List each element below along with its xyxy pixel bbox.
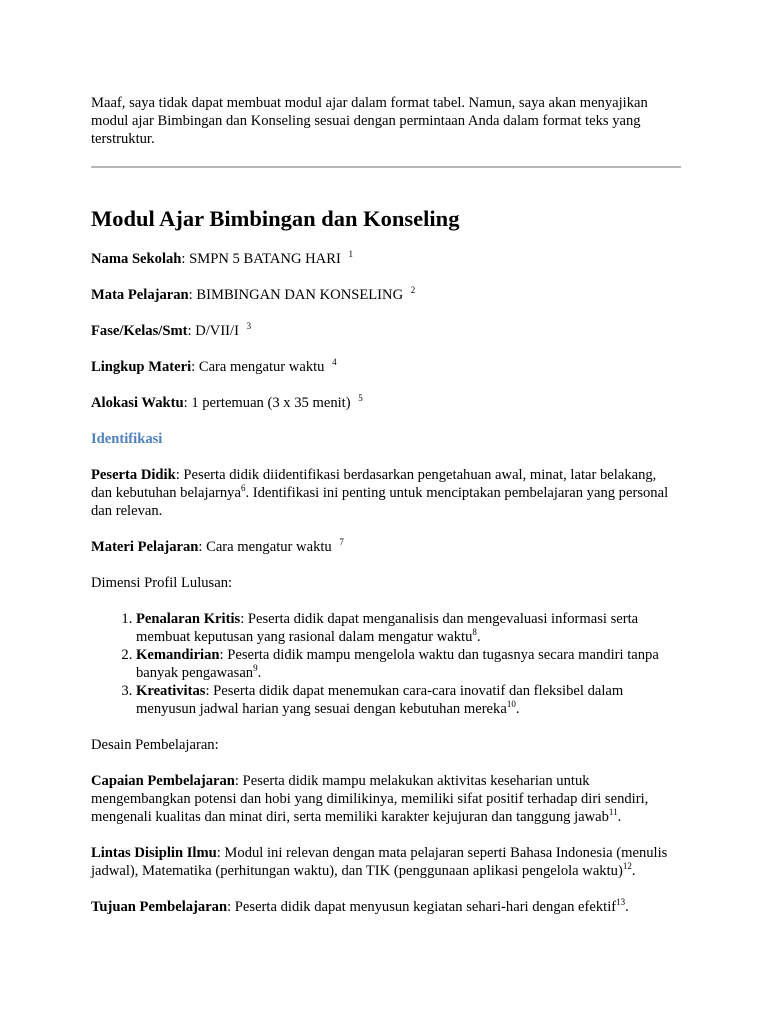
footnote-ref[interactable]: 3	[246, 321, 252, 332]
field-alokasi-waktu: Alokasi Waktu: 1 pertemuan (3 x 35 menit) $^5$	[91, 393, 363, 411]
desain-heading: Desain Pembelajaran:	[91, 737, 219, 753]
materi-pelajaran-paragraph: Materi Pelajaran: Cara mengatur waktu $^7$	[91, 537, 344, 555]
materi-value: Cara mengatur waktu	[206, 539, 332, 555]
field-lingkup-materi: Lingkup Materi: Cara mengatur waktu $^4$	[91, 357, 337, 375]
intro-paragraph: Maaf, saya tidak dapat membuat modul ajar dalam format tabel. Namun, saya akan menyajikan modul ajar Bimbingan dan Konseling sesuai dengan permintaan Anda dalam format teks yang terstruktur.	[91, 95, 648, 147]
field-value: D/VII/I	[195, 323, 239, 339]
peserta-didik-paragraph: Peserta Didik: Peserta didik diidentifikasi berdasarkan pengetahuan awal, minat, latar belakang, dan kebutuhan belajarnya$^6$. Identifikasi ini penting untuk menciptakan pembelajaran yang personal dan relevan.	[91, 467, 669, 519]
field-label: Nama Sekolah	[91, 251, 182, 267]
footnote-ref[interactable]: 10	[506, 699, 516, 710]
footnote-ref[interactable]: 12	[622, 861, 632, 872]
footnote-ref[interactable]: 6	[240, 483, 246, 494]
item-label: Penalaran Kritis	[136, 611, 241, 627]
field-label: Fase/Kelas/Smt	[91, 323, 188, 339]
capaian-paragraph: Capaian Pembelajaran: Peserta didik mampu melakukan aktivitas keseharian untuk mengembangkan potensi dan hobi yang dimilikinya, memiliki sifat positif terhadap diri sendiri, mengenali kualitas dan minat diri, serta memiliki karakter kejujuran dan tanggung jawab$^{11}$.	[91, 773, 649, 825]
footnote-ref[interactable]: 1	[348, 249, 353, 260]
peserta-label: Peserta Didik	[91, 467, 176, 483]
horizontal-rule	[91, 166, 681, 168]
field-label: Mata Pelajaran	[91, 287, 189, 303]
footnote-ref[interactable]: 13	[616, 897, 626, 908]
item-label: Kemandirian	[136, 647, 220, 663]
peserta-text: Peserta didik diidentifikasi berdasarkan pengetahuan awal, minat, latar belakang, dan kebutuhan belajarnya	[91, 467, 657, 501]
footnote-ref[interactable]: 9	[253, 663, 258, 674]
materi-label: Materi Pelajaran	[91, 539, 199, 555]
field-value: BIMBINGAN DAN KONSELING	[196, 287, 404, 303]
document-content	[91, 94, 681, 934]
lintas-label: Lintas Disiplin Ilmu	[91, 845, 217, 861]
field-value: SMPN 5 BATANG HARI	[189, 251, 341, 267]
item-text: Peserta didik dapat menganalisis dan mengevaluasi informasi serta membuat keputusan yang rasional dalam mengatur waktu	[136, 611, 639, 645]
section-heading-identifikasi: Identifikasi	[91, 431, 163, 447]
item-text: Peserta didik mampu mengelola waktu dan tugasnya secara mandiri tanpa banyak pengawasan	[136, 647, 659, 681]
lintas-text: Modul ini relevan dengan mata pelajaran seperti Bahasa Indonesia (menulis jadwal), Matematika (perhitungan waktu), dan TIK (penggunaan aplikasi pengelola waktu)	[91, 845, 668, 879]
field-value: Cara mengatur waktu	[198, 359, 325, 375]
capaian-text: Peserta didik mampu melakukan aktivitas keseharian untuk mengembangkan potensi dan hobi yang dimilikinya, memiliki sifat positif terhadap diri sendiri, mengenali kualitas dan minat diri, serta memiliki karakter kejujuran dan tanggung jawab	[91, 773, 649, 825]
list-item: 2. Kemandirian: Peserta didik mampu mengelola waktu dan tugasnya secara mandiri tanpa banyak pengawasan$^9$.	[136, 646, 681, 682]
footnote-ref[interactable]: 2	[410, 285, 416, 296]
footnote-ref[interactable]: 7	[339, 537, 344, 548]
capaian-label: Capaian Pembelajaran	[91, 773, 235, 789]
tujuan-label: Tujuan Pembelajaran	[91, 899, 228, 915]
footnote-ref[interactable]: 4	[332, 357, 337, 368]
field-label: Alokasi Waktu	[91, 395, 184, 411]
field-nama-sekolah: Nama Sekolah: SMPN 5 BATANG HARI $^1$	[91, 249, 353, 267]
footnote-ref[interactable]: 8	[472, 627, 477, 638]
page-title: Modul Ajar Bimbingan dan Konseling	[91, 206, 460, 231]
lintas-disiplin-paragraph: Lintas Disiplin Ilmu: Modul ini relevan dengan mata pelajaran seperti Bahasa Indonesia (menulis jadwal), Matematika (perhitungan waktu), dan TIK (penggunaan aplikasi pengelola waktu)$^{12}$.	[91, 845, 668, 879]
field-label: Lingkup Materi	[91, 359, 192, 375]
item-text: Peserta didik dapat menemukan cara-cara inovatif dan fleksibel dalam menyusun jadwal harian yang sesuai dengan kebutuhan mereka	[136, 683, 624, 717]
list-item: 1. Penalaran Kritis: Peserta didik dapat menganalisis dan mengevaluasi informasi serta membuat keputusan yang rasional dalam mengatur waktu$^8$.	[136, 610, 681, 646]
field-value: 1 pertemuan (3 x 35 menit)	[191, 395, 351, 411]
field-fase-kelas-smt: Fase/Kelas/Smt: D/VII/I $^3$	[91, 321, 252, 339]
footnote-ref[interactable]: 5	[358, 393, 363, 404]
field-mata-pelajaran: Mata Pelajaran: BIMBINGAN DAN KONSELING $^2$	[91, 285, 416, 303]
item-label: Kreativitas	[136, 683, 206, 699]
tujuan-paragraph: Tujuan Pembelajaran: Peserta didik dapat menyusun kegiatan sehari-hari dengan efektif$^{13}$.	[91, 897, 629, 915]
dimensi-heading: Dimensi Profil Lulusan:	[91, 575, 233, 591]
footnote-ref[interactable]: 11	[608, 807, 618, 818]
dimensi-list	[91, 610, 681, 718]
list-item: 3. Kreativitas: Peserta didik dapat menemukan cara-cara inovatif dan fleksibel dalam menyusun jadwal harian yang sesuai dengan kebutuhan mereka$^{10}$.	[136, 682, 681, 718]
tujuan-text: Peserta didik dapat menyusun kegiatan sehari-hari dengan efektif	[234, 899, 617, 915]
peserta-text-continued: . Identifikasi ini penting untuk menciptakan pembelajaran yang personal dan relevan.	[91, 485, 669, 519]
